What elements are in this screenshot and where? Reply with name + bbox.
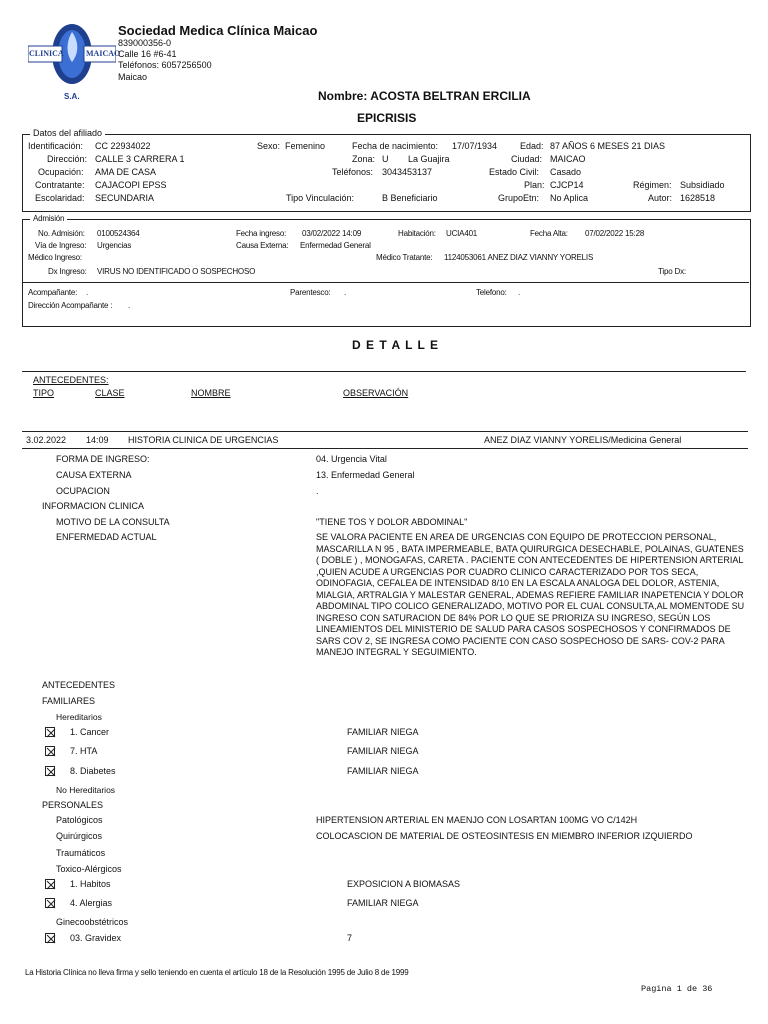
- hereditarios-label: Hereditarios: [56, 712, 102, 722]
- tipov-value: B Beneficiario: [382, 193, 438, 203]
- alergias-checkbox[interactable]: [45, 898, 55, 908]
- plan-value: CJCP14: [550, 180, 584, 190]
- fecha-ingreso-value: 03/02/2022 14:09: [302, 229, 362, 238]
- regimen-label: Régimen:: [633, 180, 672, 190]
- toxico-alergicos-label: Toxico-Alérgicos: [56, 864, 122, 874]
- company-nit: 839000356-0: [118, 38, 172, 48]
- habitos-value: EXPOSICION A BIOMASAS: [347, 879, 461, 889]
- medico-tratante-value: 1124053061 ANEZ DIAZ VIANNY YORELIS: [444, 253, 594, 262]
- forma-ingreso-value: 04. Urgencia Vital: [316, 454, 387, 464]
- alergias-label: 4. Alergias: [70, 898, 113, 908]
- company-name: Sociedad Medica Clínica Maicao: [118, 23, 318, 38]
- ocupacion-label: OCUPACION: [56, 486, 110, 496]
- contr-label: Contratante:: [35, 180, 85, 190]
- telefono-value: .: [518, 288, 521, 297]
- antecedentes-header: ANTECEDENTES:: [33, 375, 109, 385]
- fecha-ingreso-label: Fecha ingreso:: [236, 229, 287, 238]
- alergias-value: FAMILIAR NIEGA: [347, 898, 419, 908]
- regimen-value: Subsidiado: [680, 180, 725, 190]
- antecedentes-label: ANTECEDENTES: [42, 680, 116, 690]
- autor-value: 1628518: [680, 193, 716, 203]
- historia-time: 14:09: [86, 435, 109, 445]
- company-city: Maicao: [118, 72, 148, 82]
- medico-tratante-label: Médico Tratante:: [376, 253, 433, 262]
- ciudad-value: MAICAO: [550, 154, 586, 164]
- contr-value: CAJACOPI EPSS: [95, 180, 167, 190]
- gravidez-value: 7: [347, 933, 353, 943]
- sexo-value: Femenino: [285, 141, 326, 151]
- habitacion-label: Habitación:: [398, 229, 436, 238]
- diabetes-label: 8. Diabetes: [70, 766, 116, 776]
- col-tipo: TIPO: [33, 388, 55, 398]
- zona-value: U: [382, 154, 389, 164]
- admision-no-label: No. Admisión:: [38, 229, 85, 238]
- ocup-value: AMA DE CASA: [95, 167, 157, 177]
- afiliado-legend: Datos del afiliado: [30, 128, 105, 138]
- id-value: CC 22934022: [95, 141, 151, 151]
- historia-date: 3.02.2022: [26, 435, 67, 445]
- dir-value: CALLE 3 CARRERA 1: [95, 154, 185, 164]
- tipov-label: Tipo Vinculación:: [286, 193, 355, 203]
- patologicos-label: Patológicos: [56, 815, 103, 825]
- hta-value: FAMILIAR NIEGA: [347, 746, 419, 756]
- dx-label: Dx Ingreso:: [48, 267, 87, 276]
- fecha-alta-label: Fecha Alta:: [530, 229, 568, 238]
- acompanante-value: .: [86, 288, 89, 297]
- diabetes-value: FAMILIAR NIEGA: [347, 766, 419, 776]
- enfermedad-actual-label: ENFERMEDAD ACTUAL: [56, 532, 157, 542]
- ciudad-label: Ciudad:: [511, 154, 543, 164]
- logo-text-right: MAICAO: [86, 49, 121, 58]
- habitacion-value: UCIA401: [446, 229, 478, 238]
- habitos-label: 1. Habitos: [70, 879, 111, 889]
- civil-label: Estado Civil:: [489, 167, 540, 177]
- dx-value: VIRUS NO IDENTIFICADO O SOSPECHOSO: [97, 267, 256, 276]
- historia-title: HISTORIA CLINICA DE URGENCIAS: [128, 435, 279, 445]
- sexo-label: Sexo:: [257, 141, 281, 151]
- plan-label: Plan:: [524, 180, 545, 190]
- cancer-value: FAMILIAR NIEGA: [347, 727, 419, 737]
- cancer-checkbox[interactable]: [45, 727, 55, 737]
- admision-legend: Admisión: [30, 214, 67, 223]
- diabetes-checkbox[interactable]: [45, 766, 55, 776]
- id-label: Identificación:: [28, 141, 84, 151]
- page-number: Pagina 1 de 36: [641, 984, 713, 994]
- quirurgicos-value: COLOCASCION DE MATERIAL DE OSTEOSINTESIS EN MIEMBRO INFERIOR IZQUIERDO: [316, 831, 693, 841]
- gravidez-checkbox[interactable]: [45, 933, 55, 943]
- col-clase: CLASE: [95, 388, 125, 398]
- depto-value: La Guajira: [408, 154, 450, 164]
- col-nombre: NOMBRE: [191, 388, 231, 398]
- footer-note: La Historia Clínica no lleva firma y sello teniendo en cuenta el artículo 18 de la Resolución 1995 de Julio 8 de 1999: [25, 968, 409, 977]
- company-phones: Teléfonos: 6057256500: [118, 60, 212, 70]
- ocupacion-value: .: [316, 486, 319, 496]
- ginecoobstetricos-label: Ginecoobstétricos: [56, 917, 129, 927]
- ocup-label: Ocupación:: [38, 167, 84, 177]
- via-label: Vía de Ingreso:: [35, 241, 87, 250]
- cancer-label: 1. Cancer: [70, 727, 110, 737]
- detalle-title: D E T A L L E: [352, 338, 440, 352]
- causa-value: Enfermedad General: [300, 241, 371, 250]
- fnac-value: 17/07/1934: [452, 141, 498, 151]
- quirurgicos-label: Quirúrgicos: [56, 831, 103, 841]
- no-hereditarios-label: No Hereditarios: [56, 785, 116, 795]
- dir-label: Dirección:: [47, 154, 88, 164]
- telefono-label: Telefono:: [476, 288, 507, 297]
- historia-top-line: [22, 431, 748, 432]
- traumaticos-label: Traumáticos: [56, 848, 106, 858]
- parentesco-label: Parentesco:: [290, 288, 331, 297]
- patologicos-value: HIPERTENSION ARTERIAL EN MAENJO CON LOSARTAN 100MG VO C/142H: [316, 815, 638, 825]
- personales-label: PERSONALES: [42, 800, 104, 810]
- esc-label: Escolaridad:: [35, 193, 85, 203]
- parentesco-value: .: [344, 288, 347, 297]
- zona-label: Zona:: [352, 154, 376, 164]
- patient-name: Nombre: ACOSTA BELTRAN ERCILIA: [318, 89, 531, 103]
- familiares-label: FAMILIARES: [42, 696, 96, 706]
- via-value: Urgencias: [97, 241, 132, 250]
- detalle-divider: [22, 371, 746, 372]
- gravidez-label: 03. Gravidex: [70, 933, 122, 943]
- causa-externa-label: CAUSA EXTERNA: [56, 470, 132, 480]
- grupo-label: GrupoEtn:: [498, 193, 540, 203]
- grupo-value: No Aplica: [550, 193, 589, 203]
- admision-no-value: 0100524364: [97, 229, 140, 238]
- autor-label: Autor:: [648, 193, 673, 203]
- tel-value: 3043453137: [382, 167, 433, 177]
- admision-divider: [23, 282, 749, 283]
- hta-label: 7. HTA: [70, 746, 98, 756]
- direccion-acomp-value: .: [128, 301, 131, 310]
- historia-bottom-line: [22, 448, 748, 449]
- enfermedad-actual-value: SE VALORA PACIENTE EN AREA DE URGENCIAS CON EQUIPO DE PROTECCION PERSONAL, MASCARILLA N 95 , BATA IMPERMEABLE, BATA QUIRURGICA DESECHABLE, POLAINAS, GUATENES ( DOBLE ) , MONOGAFAS, CARETA . PACIENTE CON ANTECEDENTES DE HIPERTENSION ARTERIAL ,QUIEN ACUDE A URGENCIAS POR CUADRO CLINICO CARACTERIZADO POR TOS SECA, ODINOFAGIA, CEFALEA DE INTENSIDAD 8/10 EN LA ESCALA ANALOGA DEL DOLOR, ASTENIA, MIALGIA, ARTRALGIA Y MALESTAR GENERAL, ADEMAS REFIERE FAMILIAR INAPETENCIA Y DOLOR ABDOMINAL TIPO COLICO GENERALIZADO, MOTIVO POR EL CUAL CONSULTA,AL MOMENTODE SU INGRESO CON SATURACION DE 84% POR LO QUE SE PRIORIZA SU INGRESO, SEGÚN LOS LINEAMIENTOS DEL MINISTERIO DE SALUD PARA CASOS SOSPECHOSOS Y CONFIRMADOS DE SARS COV 2, SE INGRESA COMO PACIENTE CON CASO SOSPECHOSO DE SARS- COV-2 PARA MANEJO INTEGRAL Y SEGUIMIENTO.: [316, 532, 745, 657]
- causa-label: Causa Externa:: [236, 241, 289, 250]
- acompanante-label: Acompañante:: [28, 288, 78, 297]
- clinic-logo: [28, 18, 121, 102]
- document-title: EPICRISIS: [357, 111, 417, 125]
- logo-sa: S.A.: [64, 92, 80, 101]
- logo-text-left: CLINICA: [29, 49, 64, 58]
- esc-value: SECUNDARIA: [95, 193, 155, 203]
- fnac-label: Fecha de nacimiento:: [352, 141, 439, 151]
- forma-ingreso-label: FORMA DE INGRESO:: [56, 454, 150, 464]
- edad-value: 87 AÑOS 6 MESES 21 DIAS: [550, 141, 666, 151]
- tipo-dx-label: Tipo Dx:: [658, 267, 686, 276]
- causa-externa-value: 13. Enfermedad General: [316, 470, 415, 480]
- fecha-alta-value: 07/02/2022 15:28: [585, 229, 645, 238]
- hta-checkbox[interactable]: [45, 746, 55, 756]
- edad-label: Edad:: [520, 141, 544, 151]
- company-address: Calle 16 #6-41: [118, 49, 177, 59]
- tel-label: Teléfonos:: [332, 167, 374, 177]
- direccion-acomp-label: Dirección Acompañante :: [28, 301, 113, 310]
- habitos-checkbox[interactable]: [45, 879, 55, 889]
- motivo-label: MOTIVO DE LA CONSULTA: [56, 517, 170, 527]
- motivo-value: "TIENE TOS Y DOLOR ABDOMINAL": [316, 517, 468, 527]
- medico-ingreso-label: Médico Ingreso:: [28, 253, 82, 262]
- civil-value: Casado: [550, 167, 582, 177]
- historia-doctor: ANEZ DIAZ VIANNY YORELIS/Medicina General: [484, 435, 682, 445]
- col-observacion: OBSERVACIÓN: [343, 388, 409, 398]
- info-clinica-label: INFORMACION CLINICA: [42, 501, 145, 511]
